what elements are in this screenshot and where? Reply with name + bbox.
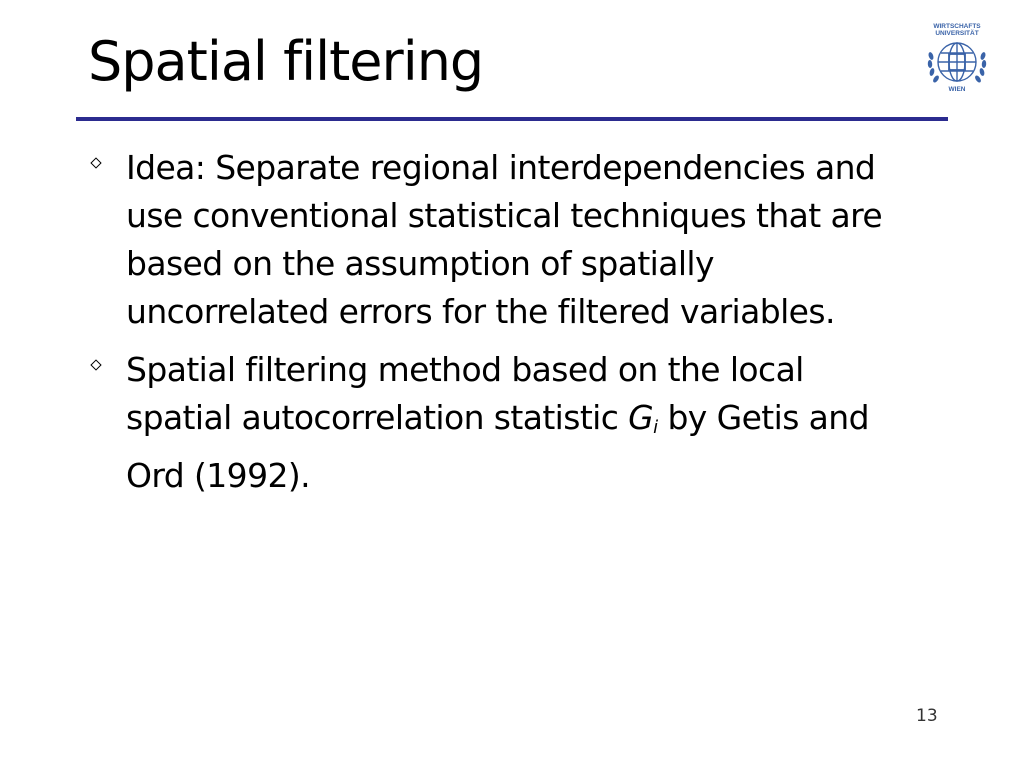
logo-text-top-1: WIRTSCHAFTS (933, 23, 981, 30)
bullet-text-method (126, 350, 869, 495)
logo-text-bottom: WIEN (948, 86, 966, 93)
math-subscript: i (653, 417, 658, 438)
page-number: 13 (916, 706, 938, 726)
title-underline (76, 117, 948, 121)
bullet-diamond-icon (90, 157, 101, 168)
bullet-text-method-before: Spatial filtering method based on the local spatial autocorrelation statistic (126, 350, 804, 437)
logo-text-top-2: UNIVERSITÄT (935, 30, 979, 37)
math-symbol: G (628, 398, 654, 437)
bullet-list (88, 144, 918, 510)
bullet-item-method (88, 346, 918, 500)
bullet-diamond-icon (90, 359, 101, 370)
bullet-text-method-after: by Getis and Ord (1992). (126, 398, 869, 495)
math-symbol-gi (628, 398, 657, 437)
slide-title: Spatial filtering (88, 30, 484, 93)
bullet-item-idea (88, 144, 918, 336)
globe-icon (938, 43, 976, 81)
bullet-text-idea: Idea: Separate regional interdependencies and use conventional statistical techniques that are based on the assumption of spatially uncorrelated errors for the filtered variables. (126, 148, 883, 331)
university-logo (922, 20, 992, 94)
